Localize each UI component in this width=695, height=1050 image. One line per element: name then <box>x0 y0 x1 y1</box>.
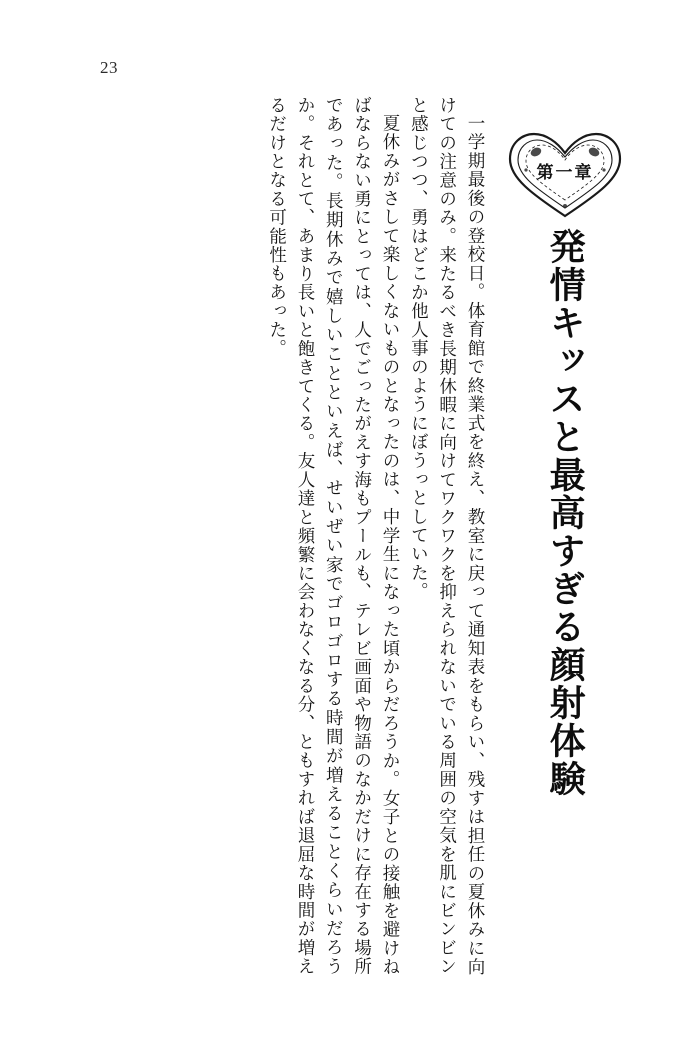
heart-ornament-icon <box>502 128 628 220</box>
body-text <box>262 96 489 976</box>
paragraph: 一学期最後の登校日。体育館で終業式を終え、教室に戻って通知表をもらい、残すは担任の夏休みに向けての注意のみ。来たるべき長期休暇に向けてワクワクを抑えられないでいる周囲の空気を肌にビンビンと感じつつ、勇はどこか他人事のようにぼうっとしていた。 <box>408 96 485 976</box>
page-number: 23 <box>100 58 118 77</box>
chapter-badge-label: 第一章 <box>536 163 594 183</box>
chapter-title: 発情キッスと最高すぎる顔射体験 <box>544 228 587 798</box>
paragraph: 夏休みがさして楽しくないものとなったのは、中学生になった頃からだろうか。女子との接触を避けねばならない勇にとっては、人でごったがえす海もプールも、テレビ画面や物語のなかだけに存在する場所であった。長期休みで嬉しいことといえば、せいぜい家でゴロゴロする時間が増えることくらいだろうか。それとて、あまり長いと飽きてくる。友人達と頻繁に会わなくなる分、ともすれば退屈な時間が増えるだけとなる可能性もあった。 <box>266 96 400 976</box>
page-body <box>60 96 635 996</box>
chapter-heading <box>495 96 635 996</box>
